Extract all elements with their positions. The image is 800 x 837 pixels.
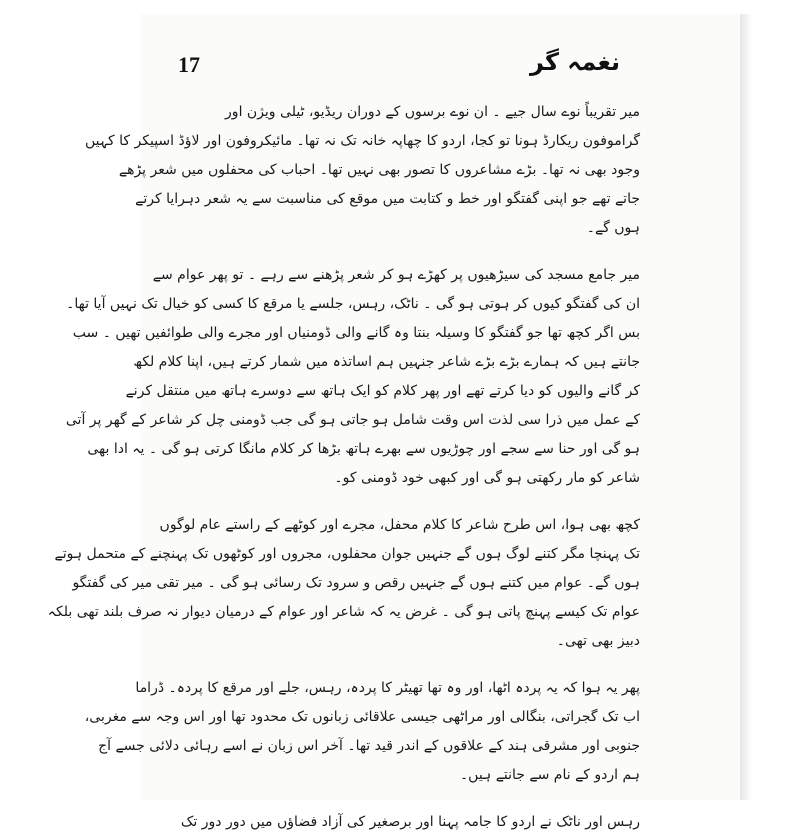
running-head: نغمہ گر [530,48,620,76]
text-line: وجود بھی نہ تھا۔ بڑے مشاعروں کا تصور بھی نہیں تھا۔ احباب کی محفلوں میں شعر پڑھے [118,162,640,178]
text-line: کچھ بھی ہوا، اس طرح شاعر کا کلام محفل، مجرے اور کوٹھے کے راستے عام لوگوں [159,517,640,533]
text-line: کے عمل میں ذرا سی لذت اس وقت شامل ہو جاتی ہو گی جب ڈومنی چل کر شاعر کے گھر پر آتی [65,412,640,428]
text-line: بس اگر کچھ تھا جو گفتگو کا وسیلہ بنتا وہ گانے والی ڈومنیاں اور مجرے والی طوائفیں تھیں ۔ سب [72,325,640,341]
text-line: جاتے تھے جو اپنی گفتگو اور خط و کتابت میں موقع کی مناسبت سے یہ شعر دہرایا کرتے [135,191,640,207]
text-line: رہس اور ناٹک نے اردو کا جامہ پہنا اور برصغیر کی آزاد فضاؤں میں دور دور تک [180,814,640,830]
text-line: جنوبی اور مشرقی ہند کے علاقوں کے اندر قید تھا۔ آخر اس زبان نے اسے رہائی دلائی جسے آج [98,738,640,754]
paragraph-3 [47,511,640,656]
paragraph-gap [180,243,640,261]
paragraph-1 [84,98,640,243]
text-line: میر تقریباً نوے سال جیے ۔ ان نوے برسوں کے دوران ریڈیو، ٹیلی ویژن اور [225,104,640,120]
paragraph-gap [180,656,640,674]
text-line: کر گانے والیوں کو دیا کرتے تھے اور پھر کلام کو ایک ہاتھ سے دوسرے ہاتھ میں منتقل کرنے [125,383,640,399]
text-line: اب تک گجراتی، بنگالی اور مراٹھی جیسی علاقائی زبانوں تک محدود تھا اور اس وجہ سے مغربی، [84,709,640,725]
text-line: ہو گی اور حنا سے سجے اور چوڑیوں سے بھرے ہاتھ بڑھا کر کلام مانگا کرتی ہو گی ۔ یہ ادا بھی [87,441,640,457]
text-line: پھر یہ ہوا کہ یہ پردہ اٹھا، اور وہ تھا تھیٹر کا پردہ، رہس، جلے اور مرقع کا پردہ۔ ڈراما [135,680,640,696]
text-line: ان کی گفتگو کیوں کر ہوتی ہو گی ۔ ناٹک، رہس، جلسے یا مرقع کا کسی کو خیال تک نہیں آیا تھا۔ [66,296,640,312]
text-line: تک پہنچا مگر کتنے لوگ ہوں گے جنہیں جوان محفلوں، مجروں اور کوٹھوں تک پہنچنے کے متحمل ہوتے [54,546,640,562]
text-line: شاعر کو مار رکھتی ہو گی اور کبھی خود ڈومنی کو۔ [334,470,640,486]
text-line: عوام تک کیسے پہنچ پاتی ہو گی ۔ غرض یہ کہ شاعر اور عوام کے درمیان دیوار نہ صرف بلند تھی بلکہ [47,604,640,620]
body-text [47,98,640,837]
text-line: دبیز بھی تھی۔ [556,633,640,649]
text-line: میر جامع مسجد کی سیڑھیوں پر کھڑے ہو کر شعر پڑھنے سے رہے ۔ تو پھر عوام سے [152,267,640,283]
text-line: ہم اردو کے نام سے جانتے ہیں۔ [459,767,640,783]
page-edge-shadow [740,14,752,800]
paragraph-gap [180,790,640,808]
paragraph-4 [84,674,640,790]
paragraph-5 [180,808,640,837]
page-number: 17 [178,52,200,77]
text-line: گراموفون ریکارڈ ہونا تو کجا، اردو کا چھاپہ خانہ تک نہ تھا۔ مائیکروفون اور لاؤڈ اسپیکر کا کہیں [84,133,640,149]
paragraph-gap [180,493,640,511]
text-line: ہوں گے۔ عوام میں کتنے ہوں گے جنہیں رقص و سرود تک رسائی ہو گی ۔ میر تقی میر کی گفتگو [72,575,640,591]
text-line: ہوں گے۔ [586,220,640,236]
paragraph-2 [65,261,640,493]
text-line: جانتے ہیں کہ ہمارے بڑے بڑے شاعر جنہیں ہم اساتذہ میں شمار کرتے ہیں، اپنا کلام لکھ [133,354,640,370]
